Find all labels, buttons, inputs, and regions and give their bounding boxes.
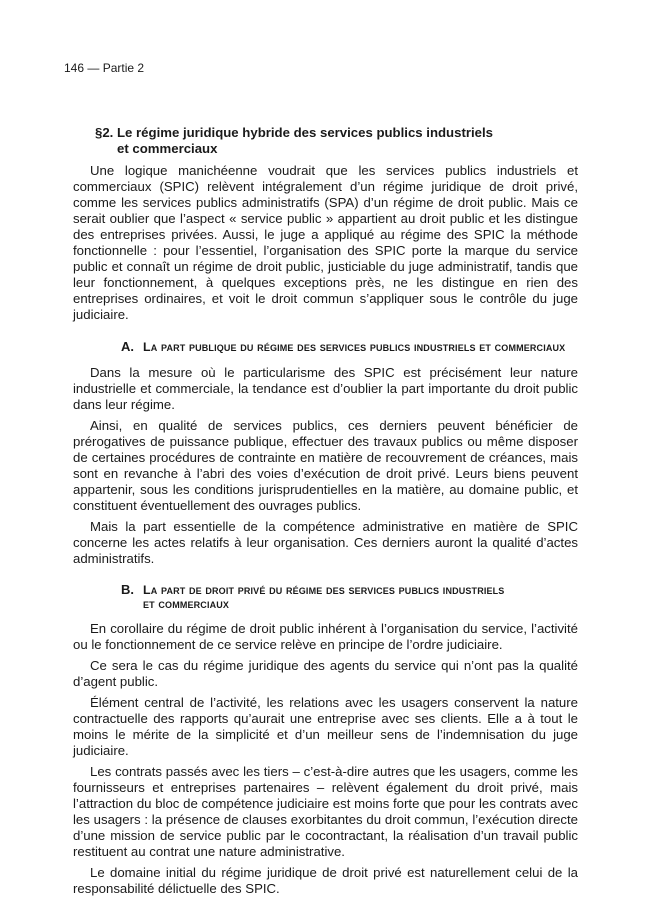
subsection-a-letter: A. [121, 339, 134, 354]
page-body [73, 125, 578, 897]
section-heading-line1: §2. Le régime juridique hybride des services publics industriels [95, 125, 493, 140]
subsection-a-paragraph-2: Ainsi, en qualité de services publics, ces derniers peuvent bénéficier de prérogatives de puissance publique, effectuer des travaux publics ou même disposer de certaines procédures de contrainte en matière de recouvrement de créances, mais sont en revanche à l’abri des voies d’exécution de droit privé. Leurs biens peuvent appartenir, sous les conditions jurisprudentielles en la matière, au domaine public, et constituent éventuellement des ouvrages publics. [73, 418, 578, 513]
subsection-a-heading [121, 340, 578, 354]
section-intro-paragraph: Une logique manichéenne voudrait que les services publics industriels et commerciaux (SPIC) relèvent intégralement d’un régime juridique de droit privé, comme les services publics administratifs (SPA) d’un régime de droit public. Mais ce serait oublier que l’aspect « service public » appartient au droit public et les distingue des entreprises privées. Aussi, le juge a appliqué au régime des SPIC la méthode fonctionnelle : pour l’essentiel, l’organisation des SPIC porte la marque du service public et connaît un régime de droit public, justiciable du juge administratif, tandis que leur fonctionnement, à quelques exceptions près, ne les distingue en rien des entreprises ordinaires, et voit le droit commun s’appliquer sous le contrôle du juge judiciaire. [73, 163, 578, 322]
subsection-a-paragraph-3: Mais la part essentielle de la compétence administrative en matière de SPIC concerne les actes relatifs à leur organisation. Ces derniers auront la qualité d’actes administratifs. [73, 519, 578, 566]
subsection-b-letter: B. [121, 582, 134, 597]
subsection-b-paragraph-4: Les contrats passés avec les tiers – c’est-à-dire autres que les usagers, comme les fournisseurs et entreprises partenaires – relèvent également du droit privé, mais l’attraction du bloc de compétence judiciaire est moins forte que pour les contrats avec les usagers : la présence de clauses exorbitantes du droit commun, l’exécution directe d’une mission de service public par le cocontractant, la réalisation d’un travail public restituent au contrat une nature administrative. [73, 764, 578, 859]
subsection-a-title: La part publique du régime des services publics industriels et commerciaux [143, 340, 566, 354]
subsection-a-paragraph-1: Dans la mesure où le particularisme des SPIC est précisément leur nature industrielle et commerciale, la tendance est d’oublier la part importante du droit public dans leur régime. [73, 365, 578, 412]
subsection-b-paragraph-5: Le domaine initial du régime juridique de droit privé est naturellement celui de la responsabilité délictuelle des SPIC. [73, 865, 578, 896]
section-heading-line2: et commerciaux [117, 141, 218, 156]
running-head: 146 — Partie 2 [64, 61, 145, 75]
subsection-b-paragraph-1: En corollaire du régime de droit public inhérent à l’organisation du service, l’activité ou le fonctionnement de ce service relève en principe de l’ordre judiciaire. [73, 621, 578, 652]
subsection-b-paragraph-2: Ce sera le cas du régime juridique des agents du service qui n’ont pas la qualité d’agent public. [73, 658, 578, 689]
subsection-b-title-line1: La part de droit privé du régime des services publics industriels [143, 583, 505, 597]
subsection-b-heading [121, 583, 578, 611]
subsection-b-paragraph-3: Élément central de l’activité, les relations avec les usagers conservent la nature contractuelle des rapports qu’aurait une entreprise avec ses clients. Elle a à tout le moins le mérite de la simplicité et d’un meilleur sens de l’indemnisation du juge judiciaire. [73, 695, 578, 758]
section-heading [95, 125, 578, 157]
subsection-b-title-line2: et commerciaux [143, 597, 230, 611]
